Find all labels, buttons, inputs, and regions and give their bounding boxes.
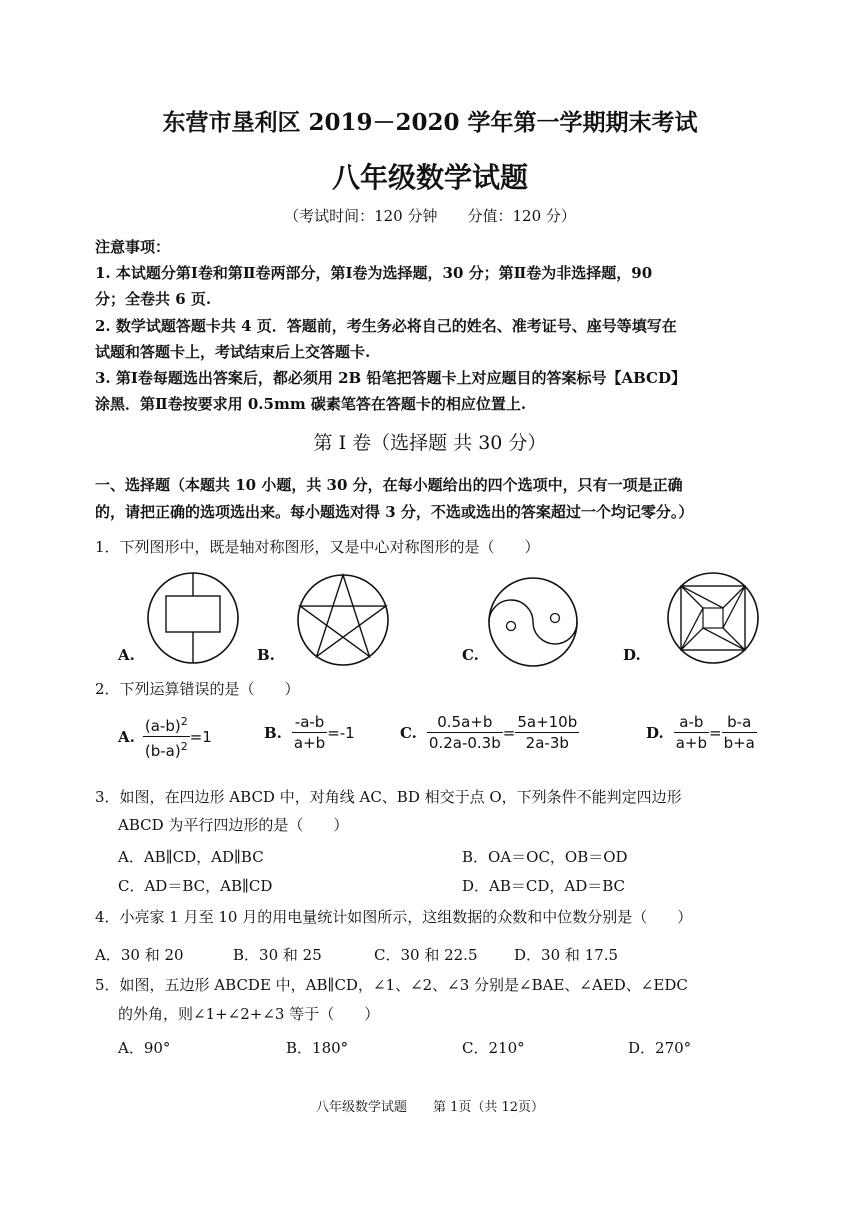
q5-option-d: D．270° — [628, 1039, 692, 1057]
q2-option-c — [400, 712, 579, 753]
q1-stem: 1．下列图形中，既是轴对称图形，又是中心对称图形的是（ ） — [95, 538, 540, 556]
q3-option-a: A．AB∥CD，AD∥BC — [118, 848, 264, 866]
q2-b-rhs: =-1 — [327, 723, 355, 742]
exam-meta: （考试时间：120 分钟 分值：120 分） — [284, 207, 576, 225]
q2-a-label: A. — [118, 727, 135, 746]
q2-d-denominator-2: b+a — [723, 734, 755, 752]
note-2-line-1: 2. 数学试题答题卡共 4 页．答题前，考生务必将自己的姓名、准考证号、座号等填写在 — [95, 317, 677, 335]
q5-option-c: C．210° — [462, 1039, 525, 1057]
section-intro-line-2: 的，请把正确的选项选出来。每小题选对得 3 分，不选或选出的答案超过一个均记零分。） — [95, 503, 694, 521]
q5-option-a: A．90° — [118, 1039, 171, 1057]
q2-option-d — [646, 712, 757, 753]
note-3-line-2: 涂黑．第Ⅱ卷按要求用 0.5mm 碳素笔答在答题卡的相应位置上. — [95, 395, 527, 413]
q3-option-b: B．OA＝OC，OB＝OD — [462, 848, 628, 866]
q2-a-denominator: (b-a) — [144, 742, 181, 760]
q2-c-numerator: 0.5a+b — [427, 712, 503, 733]
q3-option-c: C．AD＝BC，AB∥CD — [118, 877, 273, 895]
q2-c-fraction-right — [515, 712, 579, 753]
q4-stem: 4．小亮家 1 月至 10 月的用电量统计如图所示，这组数据的众数和中位数分别是（ ） — [95, 908, 693, 926]
note-1-line-2: 分；全卷共 6 页. — [95, 290, 212, 308]
q3-stem-line-2: ABCD 为平行四边形的是（ ） — [118, 816, 349, 834]
q1-label-d: D. — [623, 646, 641, 664]
q2-stem: 2．下列运算错误的是（ ） — [95, 680, 300, 698]
q1-label-a: A. — [118, 646, 135, 664]
q3-option-d: D．AB＝CD，AD＝BC — [462, 877, 626, 895]
q5-stem-line-1: 5．如图，五边形 ABCDE 中，AB∥CD，∠1、∠2、∠3 分别是∠BAE、∠AED、∠EDC — [95, 976, 688, 994]
page-footer: 八年级数学试题 第 1页（共 12页） — [315, 1100, 545, 1115]
q2-d-numerator: a-b — [674, 712, 709, 733]
q4-option-c: C．30 和 22.5 — [374, 946, 478, 964]
q2-option-b — [264, 712, 355, 753]
q1-figure-d — [665, 570, 761, 666]
q2-c-denominator: 0.2a-0.3b — [428, 734, 501, 752]
q1-figure-c — [487, 576, 579, 668]
q2-a-numerator: (a-b) — [144, 717, 181, 735]
q2-c-label: C. — [400, 723, 417, 742]
q2-c-equals: = — [502, 723, 516, 742]
q4-option-b: B．30 和 25 — [233, 946, 322, 964]
q2-c-fraction-left — [427, 712, 503, 753]
q2-d-denominator: a+b — [675, 734, 707, 752]
q2-d-fraction-right — [722, 712, 757, 753]
notes-heading: 注意事项： — [95, 238, 171, 256]
q3-stem-line-1: 3．如图，在四边形 ABCD 中，对角线 AC、BD 相交于点 O，下列条件不能判定四边形 — [95, 788, 682, 806]
note-2-line-2: 试题和答题卡上，考试结束后上交答题卡. — [95, 343, 371, 361]
q2-a-fraction — [143, 712, 190, 761]
q2-a-denominator-exp: 2 — [180, 740, 188, 753]
q2-c-denominator-2: 2a-3b — [525, 734, 569, 752]
q1-label-b: B. — [257, 646, 275, 664]
q1-figure-b — [295, 572, 391, 668]
q2-b-fraction — [292, 712, 327, 753]
q5-option-b: B．180° — [286, 1039, 349, 1057]
note-3-line-1: 3. 第Ⅰ卷每题选出答案后，都必须用 2B 铅笔把答题卡上对应题目的答案标号【ABCD】 — [95, 369, 687, 387]
q2-a-numerator-exp: 2 — [180, 715, 188, 728]
q2-d-fraction-left — [674, 712, 709, 753]
exam-title: 东营市垦利区 2019－2020 学年第一学期期末考试 — [162, 109, 698, 136]
q2-option-a — [118, 712, 212, 761]
q5-stem-line-2: 的外角，则∠1+∠2+∠3 等于（ ） — [118, 1005, 380, 1023]
q2-b-numerator: -a-b — [292, 712, 327, 733]
q2-d-label: D. — [646, 723, 664, 742]
q2-c-numerator-2: 5a+10b — [517, 713, 578, 731]
q4-option-a: A．30 和 20 — [95, 946, 184, 964]
q4-option-d: D．30 和 17.5 — [514, 946, 619, 964]
q2-b-label: B. — [264, 723, 282, 742]
note-1-line-1: 1. 本试题分第Ⅰ卷和第Ⅱ卷两部分，第Ⅰ卷为选择题，30 分；第Ⅱ卷为非选择题，90 — [95, 264, 653, 282]
exam-subtitle: 八年级数学试题 — [331, 161, 528, 194]
q1-label-c: C. — [462, 646, 479, 664]
q2-b-denominator: a+b — [293, 734, 326, 752]
q2-d-equals: = — [709, 723, 722, 742]
section-title: 第 I 卷（选择题 共 30 分） — [313, 432, 547, 454]
section-intro-line-1: 一、选择题（本题共 10 小题，共 30 分，在每小题给出的四个选项中，只有一项是正确 — [95, 476, 683, 494]
q1-figure-a — [145, 570, 241, 666]
q2-a-rhs: =1 — [189, 727, 212, 746]
q2-d-numerator-2: b-a — [722, 712, 757, 733]
